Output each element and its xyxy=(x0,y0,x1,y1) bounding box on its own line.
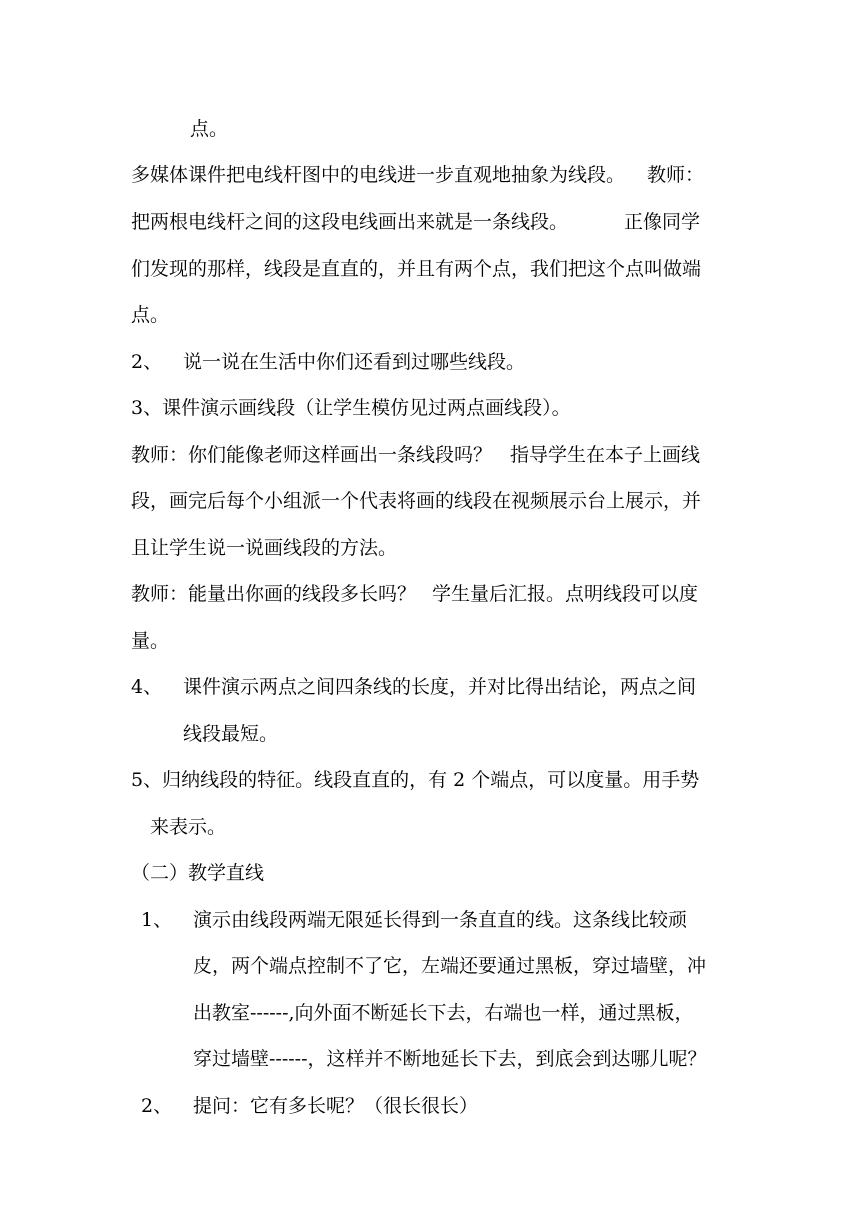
text-line: 皮，两个端点控制不了它，左端还要通过黑板，穿过墙壁，冲 xyxy=(193,955,707,977)
text-line: 来表示。 xyxy=(150,816,227,838)
list-marker: 2、 xyxy=(131,351,163,373)
text-line: 说一说在生活中你们还看到过哪些线段。 xyxy=(183,351,526,373)
text-segment: 把两根电线杆之间的这段电线画出来就是一条线段。 xyxy=(131,211,569,233)
text-line: 穿过墙壁------，这样并不断地延长下去，到底会到达哪儿呢？ xyxy=(193,1048,707,1070)
text-line xyxy=(131,582,698,606)
text-line: 3、课件演示画线段（让学生模仿见过两点画线段）。 xyxy=(131,397,571,419)
text-line: 段，画完后每个小组派一个代表将画的线段在视频展示台上展示，并 xyxy=(131,490,702,512)
text-segment: 教师： xyxy=(647,164,705,186)
list-marker: 4、 xyxy=(131,676,163,698)
text-line: 演示由线段两端无限延长得到一条直直的线。这条线比较顽 xyxy=(193,909,688,931)
text-line: 点。 xyxy=(131,304,170,326)
text-segment: 正像同学 xyxy=(624,211,701,233)
text-line xyxy=(131,443,700,467)
text-line xyxy=(131,210,700,234)
text-line: 出教室------,向外面不断延长下去，右端也一样，通过黑板， xyxy=(193,1002,694,1024)
text-line: 且让学生说一说画线段的方法。 xyxy=(131,537,398,559)
text-line: 提问：它有多长呢？（很长很长） xyxy=(193,1095,479,1117)
text-segment: 教师：能量出你画的线段多长吗？ xyxy=(131,583,417,605)
text-line: 5、归纳线段的特征。线段直直的，有 2 个端点，可以度量。用手势 xyxy=(131,769,700,791)
section-heading: （二）教学直线 xyxy=(131,862,265,884)
text-line xyxy=(131,163,704,187)
text-segment: 指导学生在本子上画线 xyxy=(510,444,701,466)
text-line: 课件演示两点之间四条线的长度，并对比得出结论，两点之间 xyxy=(183,676,697,698)
text-segment: 多媒体课件把电线杆图中的电线进一步直观地抽象为线段。 xyxy=(131,164,626,186)
text-segment: 教师：你们能像老师这样画出一条线段吗？ xyxy=(131,444,493,466)
text-line: 们发现的那样，线段是直直的，并且有两个点，我们把这个点叫做端 xyxy=(131,258,702,280)
list-marker: 1、 xyxy=(141,909,173,931)
text-line: 线段最短。 xyxy=(183,723,279,745)
text-line: 量。 xyxy=(131,630,170,652)
list-marker: 2、 xyxy=(141,1095,173,1117)
text-segment: 学生量后汇报。点明线段可以度 xyxy=(432,583,699,605)
text-line: 点。 xyxy=(190,118,229,140)
